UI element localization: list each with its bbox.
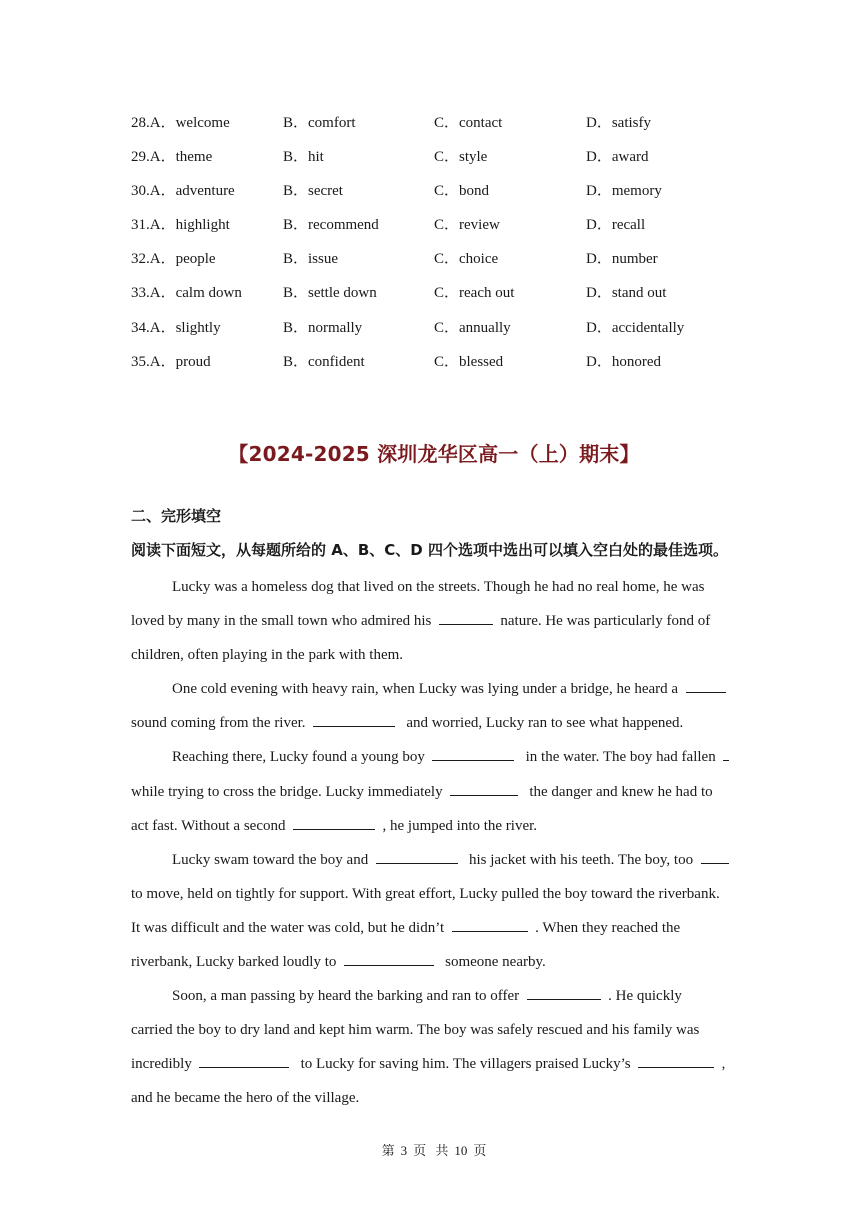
option-row: [131, 248, 751, 282]
page-footer: 第 3 页 共 10 页: [381, 1143, 487, 1158]
passage-line: sound coming from the river. and worried, Lucky ran to see what happened.: [131, 706, 737, 740]
passage: [131, 570, 737, 1116]
passage-line: Reaching there, Lucky found a young boy in the water. The boy had fallen: [131, 740, 737, 774]
option-a: 31.A．highlight: [131, 217, 230, 234]
answer-blank: [432, 746, 514, 761]
answer-blank: [199, 1053, 289, 1068]
instructions: 阅读下面短文，从每题所给的 A、B、C、D 四个选项中选出可以填入空白处的最佳选项。: [131, 541, 728, 559]
option-c: C．choice: [434, 251, 499, 268]
passage-line: It was difficult and the water was cold, but he didn’t . When they reached the: [131, 911, 737, 945]
answer-blank: [452, 917, 528, 932]
option-a: 35.A．proud: [131, 353, 211, 370]
option-c: C．reach out: [434, 285, 515, 302]
answer-blank: [638, 1053, 714, 1068]
section-title: 【2024-2025 深圳龙华区高一（上）期末】: [228, 442, 640, 466]
option-d: D．award: [586, 149, 649, 166]
option-d: D．recall: [586, 217, 646, 234]
answer-blank: [527, 985, 601, 1000]
answer-blank: [439, 610, 493, 625]
option-d: D．stand out: [586, 285, 667, 302]
option-a: 29.A．theme: [131, 149, 213, 166]
answer-blank: [723, 746, 729, 761]
option-a: 28.A．welcome: [131, 115, 230, 131]
passage-line: One cold evening with heavy rain, when Lucky was lying under a bridge, he heard a: [131, 672, 737, 706]
option-b: B．recommend: [283, 217, 379, 234]
passage-line: children, often playing in the park with them.: [131, 647, 404, 664]
passage-line: loved by many in the small town who admired his nature. He was particularly fond of: [131, 604, 737, 638]
passage-line: riverbank, Lucky barked loudly to someone nearby.: [131, 945, 737, 979]
option-b: B．normally: [283, 319, 363, 336]
option-row: [131, 282, 751, 316]
section-heading: 二、完形填空: [131, 507, 222, 525]
option-a: 32.A．people: [131, 251, 216, 268]
answer-blank: [376, 849, 458, 864]
options-table: [131, 112, 751, 385]
option-d: D．satisfy: [586, 115, 651, 131]
option-b: B．secret: [283, 183, 343, 200]
option-b: B．hit: [283, 149, 324, 166]
option-a: 34.A．slightly: [131, 319, 221, 336]
page-total: 10: [454, 1143, 468, 1158]
passage-line: to move, held on tightly for support. With great effort, Lucky pulled the boy toward the riverbank.: [131, 885, 720, 902]
page-number: 3: [400, 1143, 408, 1158]
option-d: D．honored: [586, 353, 661, 370]
answer-blank: [344, 951, 434, 966]
passage-line: Lucky was a homeless dog that lived on the streets. Though he had no real home, he was: [172, 579, 705, 595]
option-d: D．number: [586, 251, 658, 268]
option-c: C．contact: [434, 115, 503, 131]
option-row: [131, 112, 751, 146]
option-d: D．memory: [586, 183, 662, 200]
option-row: [131, 317, 751, 351]
option-b: B．comfort: [283, 115, 356, 131]
answer-blank: [293, 815, 375, 830]
option-a: 30.A．adventure: [131, 183, 235, 200]
answer-blank: [450, 781, 518, 796]
option-c: C．review: [434, 217, 500, 234]
option-b: B．issue: [283, 251, 339, 268]
option-a: 33.A．calm down: [131, 285, 242, 302]
passage-line: and he became the hero of the village.: [131, 1090, 360, 1107]
passage-line: incredibly to Lucky for saving him. The villagers praised Lucky’s ,: [131, 1047, 737, 1081]
passage-line: Lucky swam toward the boy and his jacket with his teeth. The boy, too: [131, 843, 737, 877]
option-b: B．confident: [283, 353, 365, 370]
passage-line: act fast. Without a second , he jumped into the river.: [131, 809, 737, 843]
passage-line: carried the boy to dry land and kept him warm. The boy was safely rescued and his family was: [131, 1022, 700, 1039]
option-d: D．accidentally: [586, 319, 685, 336]
answer-blank: [701, 849, 729, 864]
option-row: [131, 214, 751, 248]
option-c: C．blessed: [434, 353, 504, 370]
option-c: C．style: [434, 149, 488, 166]
answer-blank: [313, 712, 395, 727]
option-row: [131, 180, 751, 214]
option-c: C．annually: [434, 319, 511, 336]
option-c: C．bond: [434, 183, 490, 200]
option-b: B．settle down: [283, 285, 377, 302]
option-row: [131, 146, 751, 180]
answer-blank: [686, 678, 726, 693]
passage-line: Soon, a man passing by heard the barking and ran to offer . He quickly: [131, 979, 737, 1013]
passage-line: while trying to cross the bridge. Lucky immediately the danger and knew he had to: [131, 775, 737, 809]
option-row: [131, 351, 751, 385]
